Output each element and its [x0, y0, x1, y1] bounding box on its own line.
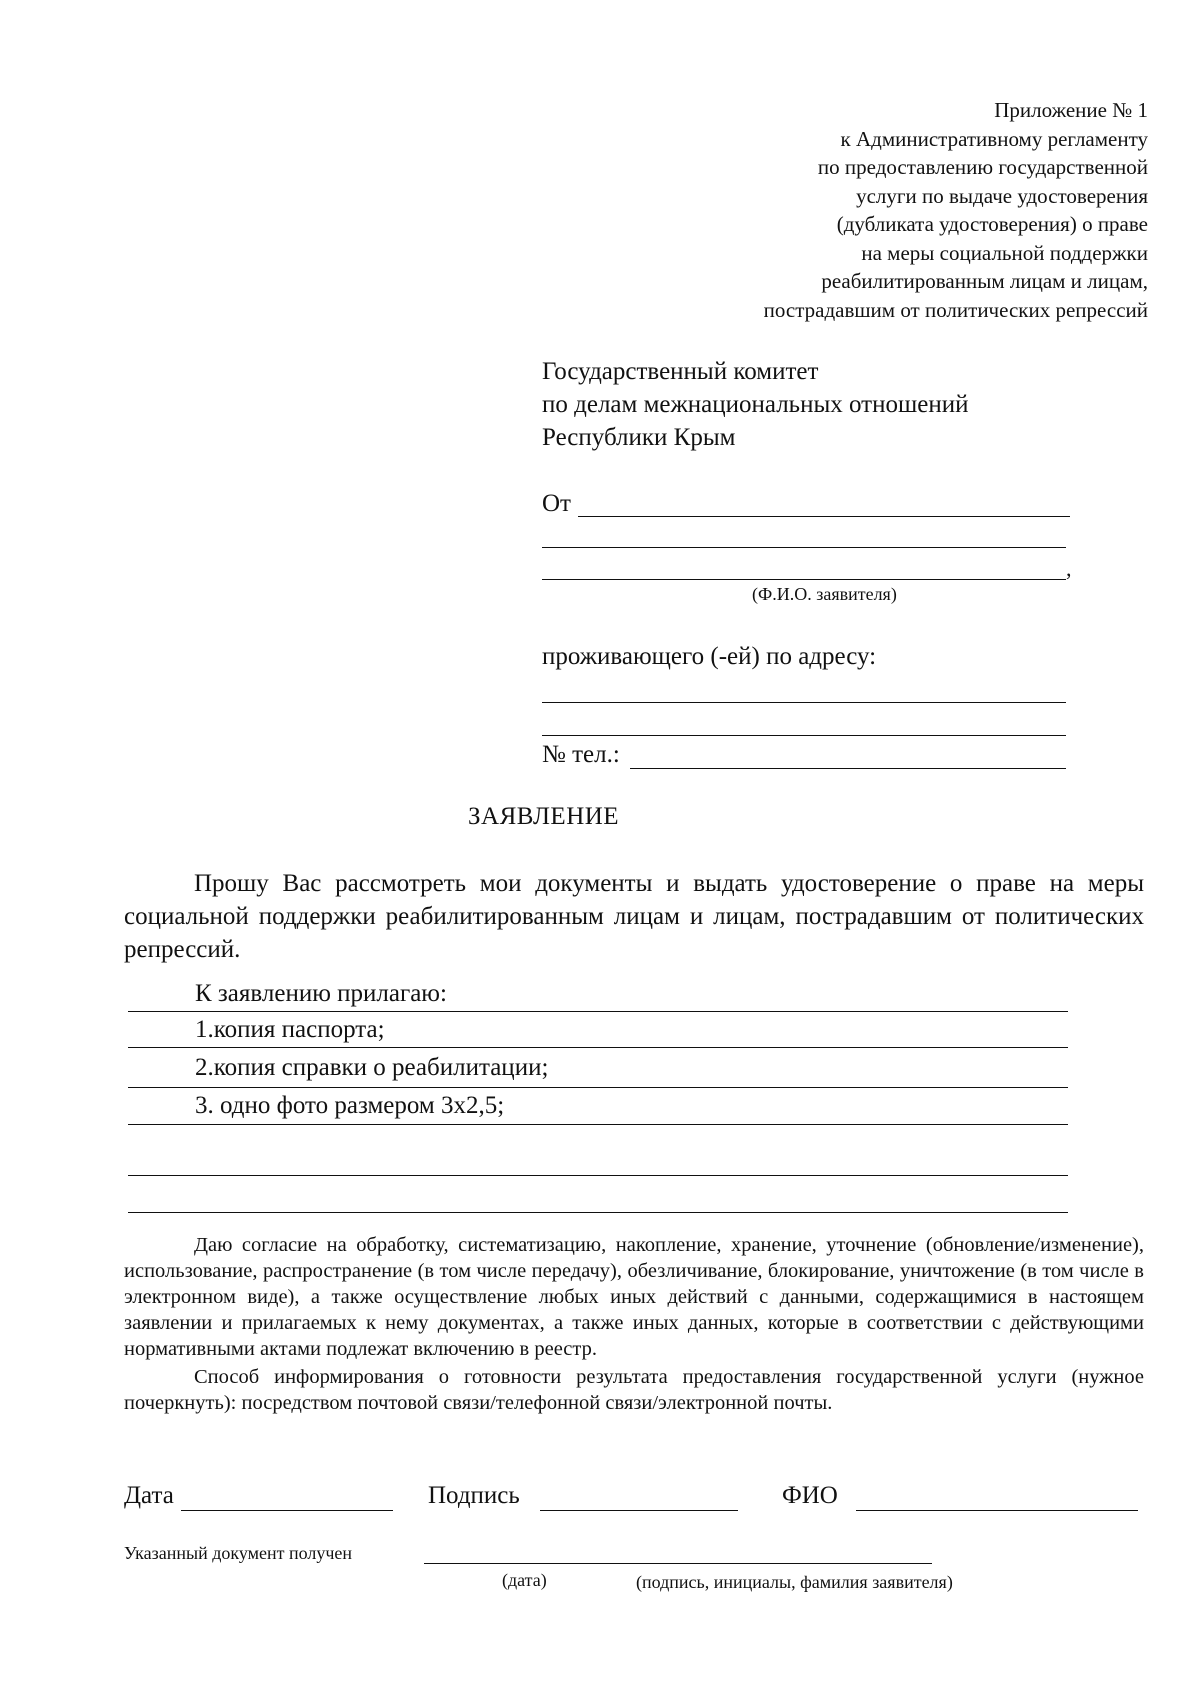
fio-caption: (Ф.И.О. заявителя) [752, 584, 897, 604]
attachment-item: 3. одно фото размером 3х2,5; [195, 1092, 505, 1119]
attach-line-3[interactable] [128, 1087, 1068, 1088]
appendix-line: реабилитированным лицам и лицам, [821, 269, 1148, 293]
address-field-2[interactable] [542, 735, 1066, 736]
sign-label: Подпись [428, 1482, 520, 1509]
consent-block [124, 1232, 1144, 1416]
sign-field[interactable] [540, 1510, 738, 1511]
attachment-item: 1.копия паспорта; [195, 1016, 385, 1043]
addressee-line: Республики Крым [542, 424, 736, 451]
address-label: проживающего (-ей) по адресу: [542, 643, 877, 670]
phone-label: № тел.: [542, 741, 620, 768]
appendix-header [448, 96, 1148, 324]
name-comma: , [1066, 556, 1072, 581]
attach-line-6[interactable] [128, 1212, 1068, 1213]
fio-label: ФИО [782, 1482, 838, 1509]
attach-line-2[interactable] [128, 1047, 1068, 1048]
appendix-line: (дубликата удостоверения) о праве [836, 212, 1148, 236]
address-field-1[interactable] [542, 702, 1066, 703]
appendix-line: Приложение № 1 [994, 98, 1148, 122]
fio-field[interactable] [856, 1510, 1138, 1511]
addressee-block [542, 355, 1102, 454]
notify-paragraph: Способ информирования о готовности результата предоставления государственной услуги (нужное почеркнуть): посредством почтовой связи/телефонной связи/электронной почты. [124, 1366, 1144, 1414]
appendix-line: к Административному регламенту [840, 126, 1148, 151]
attach-line-5[interactable] [128, 1175, 1068, 1176]
consent-paragraph: Даю согласие на обработку, систематизацию, накопление, хранение, уточнение (обновление/изменение), использование, распространение (в том числе передачу), обезличивание, блокирование, уничтожение (в том числе в электронном виде), а также осуществление любых иных действий с данными, содержащимися в настоящем заявлении и прилагаемых к нему документах, а также иных данных, которые в соответствии с действующими нормативными актами подлежат включению в реестр. [124, 1234, 1144, 1360]
addressee-line: Государственный комитет [542, 358, 819, 385]
attachment-item: 2.копия справки о реабилитации; [195, 1054, 549, 1081]
date-field[interactable] [181, 1510, 393, 1511]
appendix-line: на меры социальной поддержки [861, 240, 1148, 265]
attach-line-1[interactable] [128, 1011, 1068, 1012]
appendix-line: пострадавшим от политических репрессий [763, 297, 1148, 322]
appendix-line: услуги по выдаче удостоверения [856, 183, 1148, 208]
attach-intro: К заявлению прилагаю: [195, 980, 447, 1007]
sign-caption: (подпись, инициалы, фамилия заявителя) [636, 1572, 953, 1592]
request-paragraph: Прошу Вас рассмотреть мои документы и выдать удостоверение о праве на меры социальной поддержки реабилитированным лицам и лицам, пострадавшим от политических репрессий. [124, 870, 1144, 963]
addressee-line: по делам межнациональных отношений [542, 391, 969, 418]
applicant-name-field-2[interactable] [542, 547, 1066, 548]
from-label: От [542, 490, 571, 517]
applicant-name-field-3[interactable] [542, 579, 1066, 580]
date-caption: (дата) [502, 1570, 547, 1590]
phone-field[interactable] [630, 768, 1066, 769]
statement-title: ЗАЯВЛЕНИЕ [468, 803, 620, 830]
received-label: Указанный документ получен [124, 1543, 353, 1563]
received-field[interactable] [424, 1563, 932, 1564]
attach-line-4[interactable] [128, 1124, 1068, 1125]
date-label: Дата [124, 1482, 174, 1509]
applicant-name-field-1[interactable] [578, 516, 1070, 517]
request-text-block [124, 867, 1144, 966]
appendix-line: по предоставлению государственной [817, 155, 1148, 179]
